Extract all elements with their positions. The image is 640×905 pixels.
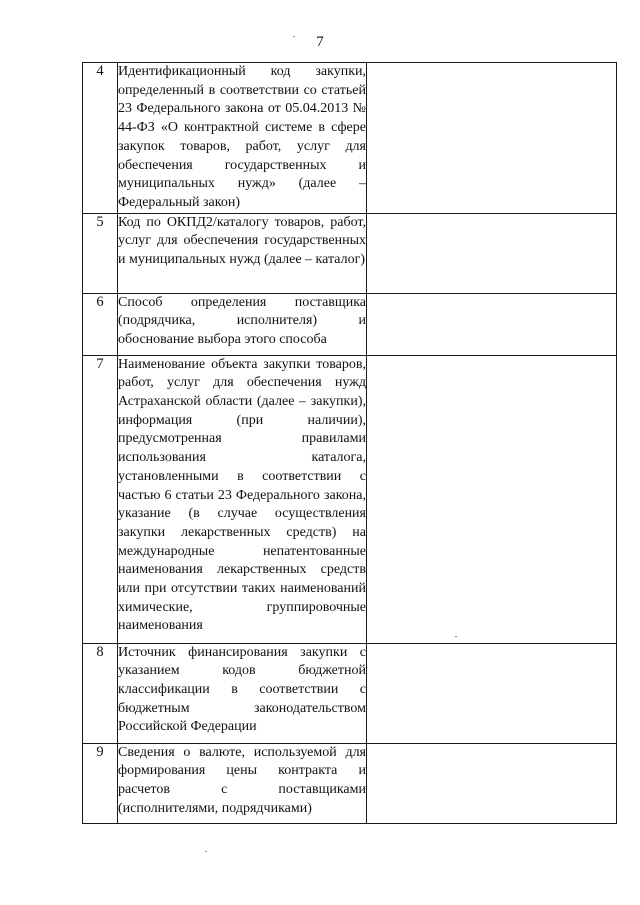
row-description: Код по ОКПД2/каталогу товаров, работ, услуг для обеспечения государственных и муниципальных нужд (далее – каталог) xyxy=(118,213,367,293)
document-table xyxy=(82,62,617,824)
table-row xyxy=(83,293,617,355)
row-value-cell[interactable] xyxy=(367,293,617,355)
row-value-cell[interactable] xyxy=(367,643,617,743)
scan-speck xyxy=(455,636,457,637)
row-description: Наименование объекта закупки товаров, работ, услуг для обеспечения нужд Астраханской области (далее – закупки), информация (при наличии), предусмотренная правилами использования каталога, установленными в соответствии с частью 6 статьи 23 Федерального закона, указание (в случае осуществления закупки лекарственных средств) на международные непатентованные наименования лекарственных средств или при отсутствии таких наименований химические, группировочные наименования xyxy=(118,355,367,643)
row-value-cell[interactable] xyxy=(367,63,617,214)
table-row xyxy=(83,355,617,643)
row-description: Сведения о валюте, используемой для формирования цены контракта и расчетов с поставщиками (исполнителями, подрядчиками) xyxy=(118,743,367,823)
table-row xyxy=(83,643,617,743)
page-number: 7 xyxy=(316,34,324,50)
table-row xyxy=(83,213,617,293)
scan-speck xyxy=(293,36,295,37)
row-description: Источник финансирования закупки с указанием кодов бюджетной классификации в соответствии с бюджетным законодательством Российской Федерации xyxy=(118,643,367,743)
row-number: 8 xyxy=(83,643,118,743)
row-description: Способ определения поставщика (подрядчика, исполнителя) и обоснование выбора этого способа xyxy=(118,293,367,355)
row-number: 9 xyxy=(83,743,118,823)
row-number: 7 xyxy=(83,355,118,643)
row-number: 4 xyxy=(83,63,118,214)
table-row xyxy=(83,63,617,214)
row-number: 5 xyxy=(83,213,118,293)
scan-speck xyxy=(205,851,207,852)
row-value-cell[interactable] xyxy=(367,355,617,643)
row-value-cell[interactable] xyxy=(367,213,617,293)
row-description: Идентификационный код закупки, определенный в соответствии со статьей 23 Федерального закона от 05.04.2013 № 44-ФЗ «О контрактной системе в сфере закупок товаров, работ, услуг для обеспечения государственных и муниципальных нужд» (далее – Федеральный закон) xyxy=(118,63,367,214)
table-row xyxy=(83,743,617,823)
row-value-cell[interactable] xyxy=(367,743,617,823)
row-number: 6 xyxy=(83,293,118,355)
